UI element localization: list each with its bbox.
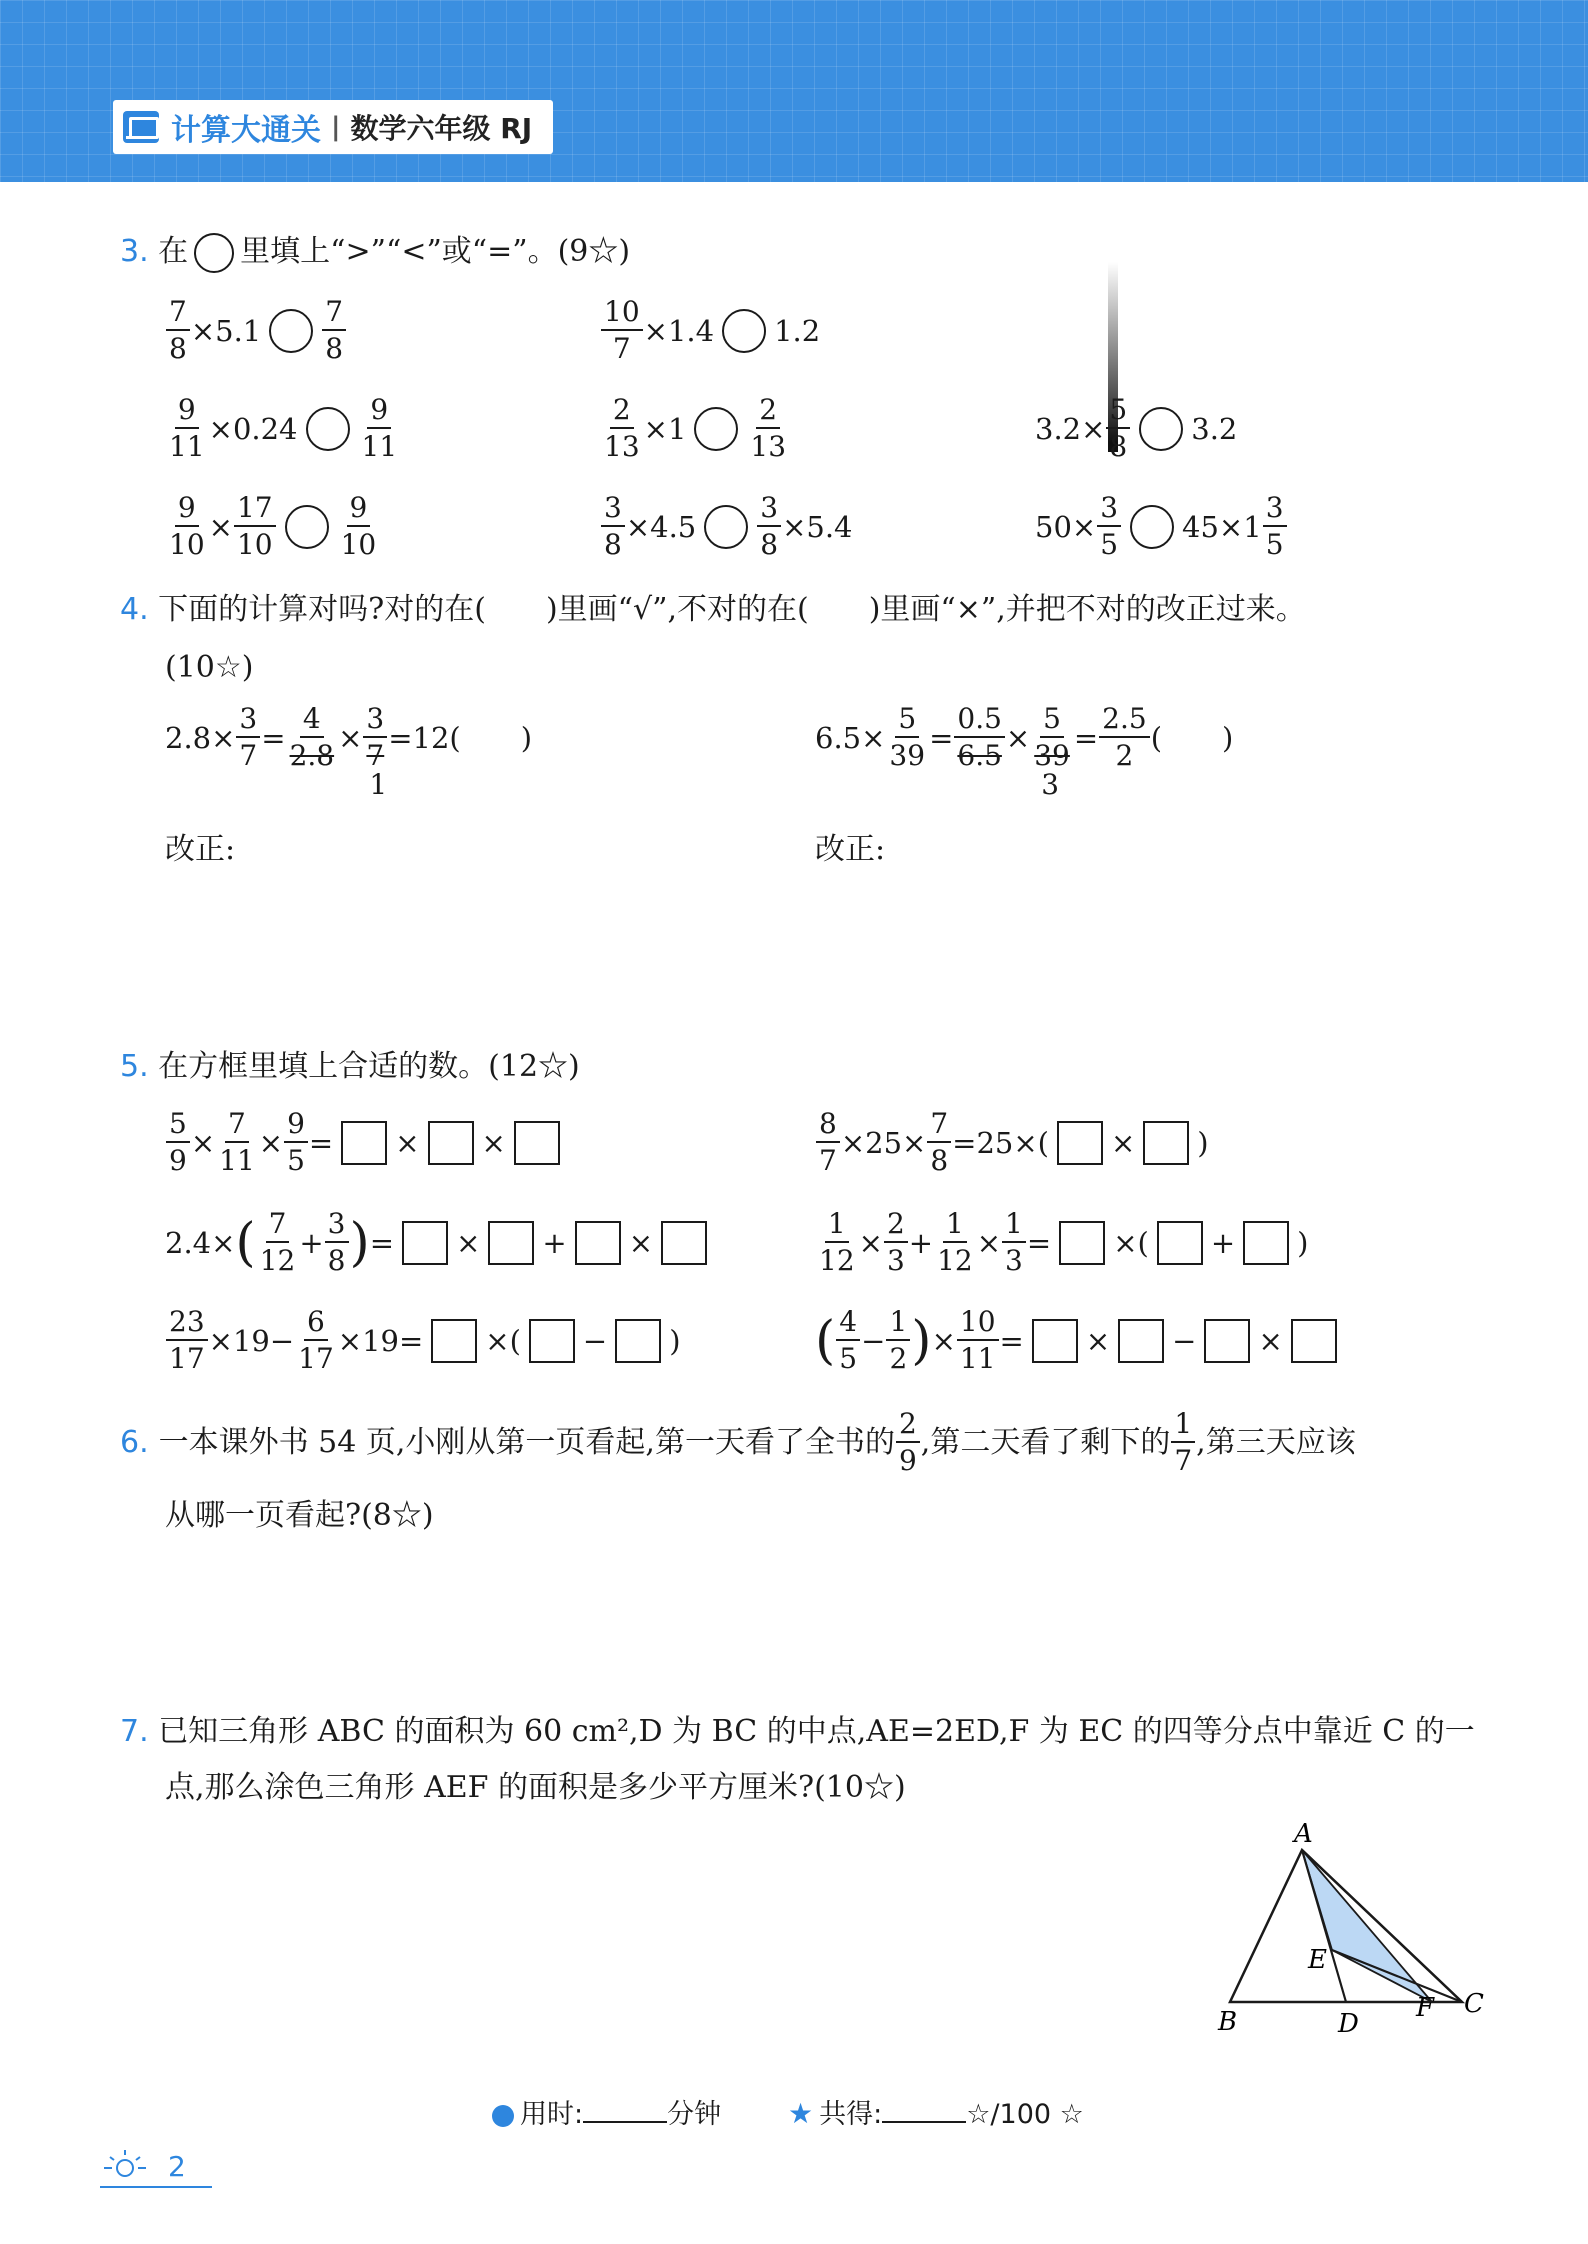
score-field: ★ 共得: ☆/100 ☆ [788,2097,1084,2130]
answer-box[interactable] [1291,1319,1337,1363]
label-b: B [1218,2007,1238,2037]
answer-box[interactable] [529,1319,575,1363]
header-band [0,0,1588,182]
q3-item-2: $\frac{10}{7}$ ×1.4 1.2 [600,298,820,363]
q5-text: 在方框里填上合适的数。(12☆) [158,1049,580,1084]
answer-circle[interactable] [704,505,748,549]
q7-number: 7. [120,1714,149,1749]
answer-circle[interactable] [694,407,738,451]
q3-item-4: $\frac{2}{13}$ ×1 $\frac{2}{13}$ [604,393,787,463]
triangle-diagram [1210,1820,1490,2040]
answer-circle[interactable] [285,505,329,549]
q4-heading [120,590,1306,630]
answer-circle[interactable] [1139,407,1183,451]
q5-row1-left: $\frac{5}{9}$ × $\frac{7}{11}$ × $\frac{9}{5}$ = × × [165,1110,568,1175]
label-f: F [1416,1993,1435,2023]
label-e: E [1308,1945,1327,1975]
q3-text-a: 在 [158,234,189,269]
q4-text: 下面的计算对吗?对的在( )里画“√”,不对的在( )里画“×”,并把不对的改正过来。 [158,592,1306,627]
q5-row3-left: $\frac{23}{17}$ ×19− $\frac{6}{17}$ ×19= ×( − ) [165,1308,681,1373]
q5-heading [120,1047,580,1087]
brand-box [113,100,553,154]
label-a: A [1294,1820,1313,1849]
q4-fix-left: 改正: [165,832,236,867]
page-rule [100,2186,212,2188]
score-blank[interactable] [882,2099,966,2123]
q4-right-expression: 6.5× $\frac{5}{39}$ = $\frac{0.5}{6.5}$ × 5 39 3 = $\frac{2.5}{2}$ ( ) [815,702,1234,801]
q4-number: 4. [120,592,149,627]
answer-box[interactable] [514,1121,560,1165]
answer-box[interactable] [1243,1221,1289,1265]
q7-line2: 点,那么涂色三角形 AEF 的面积是多少平方厘米?(10☆) [165,1770,906,1805]
q5-row2-right: $\frac{1}{12}$ × $\frac{2}{3}$ + $\frac{1}{12}$ × $\frac{1}{3}$ = ×( + ) [819,1207,1309,1277]
answer-circle[interactable] [722,309,766,353]
book-icon [123,111,159,143]
q3-text-b: 里填上“>”“<”或“=”。(9☆) [240,234,631,269]
answer-box[interactable] [1157,1221,1203,1265]
q6-line1: 6. 一本课外书 54 页,小刚从第一页看起,第一天看了全书的 $\frac{2}{9}$ ,第二天看了剩下的 $\frac{1}{7}$ ,第三天应该 [120,1407,1356,1477]
circle-blank-icon [194,233,234,273]
answer-box[interactable] [1057,1121,1103,1165]
q3-item-3: $\frac{9}{11}$ ×0.24 $\frac{9}{11}$ [169,393,398,463]
q4-left-expression: 2.8× $\frac{3}{7}$ = $\frac{4}{2.8}$ × 3 7 1 =12( ) [165,702,533,801]
label-d: D [1338,2009,1359,2039]
q3-item-5: 3.2× $\frac{5}{8}$ 3.2 [1035,393,1238,463]
q6-line2: 从哪一页看起?(8☆) [165,1498,434,1533]
q3-item-1: $\frac{7}{8}$ ×5.1 $\frac{7}{8}$ [165,298,347,363]
answer-circle[interactable] [1130,505,1174,549]
answer-box[interactable] [428,1121,474,1165]
time-field: 用时: 分钟 [492,2092,721,2131]
brand-separator: | [331,112,341,142]
page-number: 2 [168,2150,186,2183]
answer-box[interactable] [1204,1319,1250,1363]
q3-item-6: $\frac{9}{10}$ × $\frac{17}{10}$ $\frac{9}{10}$ [169,491,377,561]
answer-box[interactable] [1059,1221,1105,1265]
clock-icon [492,2105,514,2127]
answer-box[interactable] [488,1221,534,1265]
answer-box[interactable] [1143,1121,1189,1165]
answer-box[interactable] [575,1221,621,1265]
q7-line1: 7. 已知三角形 ABC 的面积为 60 cm²,D 为 BC 的中点,AE=2ED,F 为 EC 的四等分点中靠近 C 的一 [120,1714,1475,1749]
shaded-triangle-aef [1302,1850,1432,2002]
star-icon: ★ [788,2097,814,2130]
answer-box[interactable] [341,1121,387,1165]
brand-subtitle: 数学六年级 RJ [350,112,533,145]
answer-circle[interactable] [306,407,350,451]
brand-title: 计算大通关 [171,113,321,148]
q4-fix-right: 改正: [815,832,886,867]
q3-item-8: 50× $\frac{3}{5}$ 45×1 $\frac{3}{5}$ [1035,494,1288,559]
answer-circle[interactable] [269,309,313,353]
answer-box[interactable] [1118,1319,1164,1363]
time-blank[interactable] [583,2099,667,2123]
sun-icon [100,2146,150,2186]
q5-row3-right: ( $\frac{4}{5}$ − $\frac{1}{2}$ ) × $\frac{10}{11}$ = × − × [815,1308,1345,1373]
q5-row2-left: 2.4× ( $\frac{7}{12}$ + $\frac{3}{8}$ ) = × + × [165,1210,715,1275]
label-c: C [1464,1989,1484,2019]
answer-box[interactable] [1032,1319,1078,1363]
q5-row1-right: $\frac{8}{7}$ ×25× $\frac{7}{8}$ =25×( × ) [815,1110,1209,1175]
q4-points: (10☆) [165,650,254,685]
answer-box[interactable] [661,1221,707,1265]
answer-box[interactable] [431,1319,477,1363]
q5-number: 5. [120,1049,149,1084]
q3-item-7: $\frac{3}{8}$ ×4.5 $\frac{3}{8}$ ×5.4 [600,494,853,559]
q3-number: 3. [120,234,149,269]
answer-box[interactable] [402,1221,448,1265]
answer-box[interactable] [615,1319,661,1363]
q6-number: 6. [120,1424,149,1460]
q3-heading [120,232,630,273]
